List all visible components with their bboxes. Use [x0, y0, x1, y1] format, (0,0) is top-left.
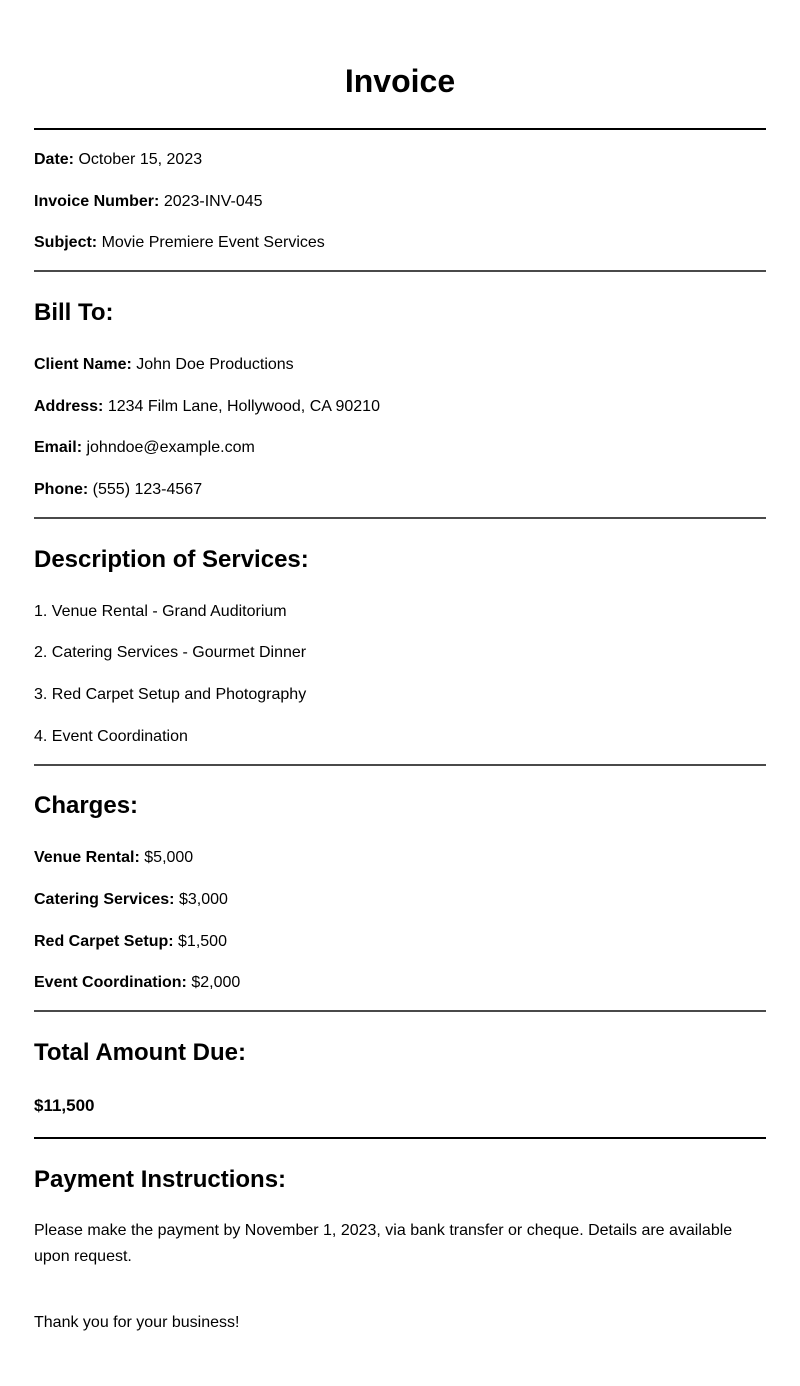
subject-value: Movie Premiere Event Services: [101, 234, 325, 251]
invoice-number-line: [34, 192, 263, 212]
divider: [34, 270, 766, 272]
service-item: 2. Catering Services - Gourmet Dinner: [34, 644, 307, 661]
total-amount: $11,500: [34, 1096, 95, 1115]
email-value: johndoe@example.com: [86, 439, 255, 456]
email-line: [34, 438, 255, 458]
divider: [34, 1010, 766, 1012]
charge-item: [34, 932, 227, 952]
invoice-title: Invoice: [344, 63, 456, 99]
services-heading: Description of Services:: [34, 546, 309, 573]
subject-label: Subject:: [34, 234, 98, 251]
payment-heading: Payment Instructions:: [34, 1166, 287, 1193]
charge-item: [34, 973, 240, 993]
charge-label: Venue Rental:: [34, 849, 140, 866]
total-heading: Total Amount Due:: [34, 1039, 246, 1066]
charge-label: Red Carpet Setup:: [34, 933, 174, 950]
divider: [34, 1137, 766, 1139]
charge-item: [34, 890, 228, 910]
address-label: Address:: [34, 398, 104, 415]
thank-you-note: Thank you for your business!: [34, 1314, 240, 1331]
charge-value: $5,000: [144, 849, 194, 866]
charge-value: $1,500: [178, 933, 227, 950]
charge-label: Event Coordination:: [34, 974, 187, 991]
phone-label: Phone:: [34, 481, 89, 498]
address-line: [34, 397, 380, 417]
invoice-number-value: 2023-INV-045: [163, 193, 263, 210]
charges-heading: Charges:: [34, 792, 139, 819]
phone-value: (555) 123-4567: [92, 481, 203, 498]
client-name-value: John Doe Productions: [136, 356, 294, 373]
date-line: [34, 150, 202, 170]
divider: [34, 128, 766, 130]
date-value: October 15, 2023: [78, 151, 203, 168]
payment-instructions: Please make the payment by November 1, 2023, via bank transfer or cheque. Details are available upon request.: [34, 1222, 733, 1265]
date-label: Date:: [34, 151, 75, 168]
subject-line: [34, 233, 325, 253]
service-item: 4. Event Coordination: [34, 728, 188, 745]
bill-to-heading: Bill To:: [34, 299, 114, 326]
charge-value: $2,000: [191, 974, 241, 991]
phone-line: [34, 480, 202, 500]
address-value: 1234 Film Lane, Hollywood, CA 90210: [107, 398, 380, 415]
client-name-line: [34, 355, 294, 375]
divider: [34, 764, 766, 766]
invoice-number-label: Invoice Number:: [34, 193, 160, 210]
email-label: Email:: [34, 439, 83, 456]
charge-label: Catering Services:: [34, 891, 175, 908]
charge-item: [34, 848, 193, 868]
service-item: 1. Venue Rental - Grand Auditorium: [34, 603, 287, 620]
client-name-label: Client Name:: [34, 356, 132, 373]
divider: [34, 517, 766, 519]
service-item: 3. Red Carpet Setup and Photography: [34, 686, 307, 703]
charge-value: $3,000: [178, 891, 228, 908]
